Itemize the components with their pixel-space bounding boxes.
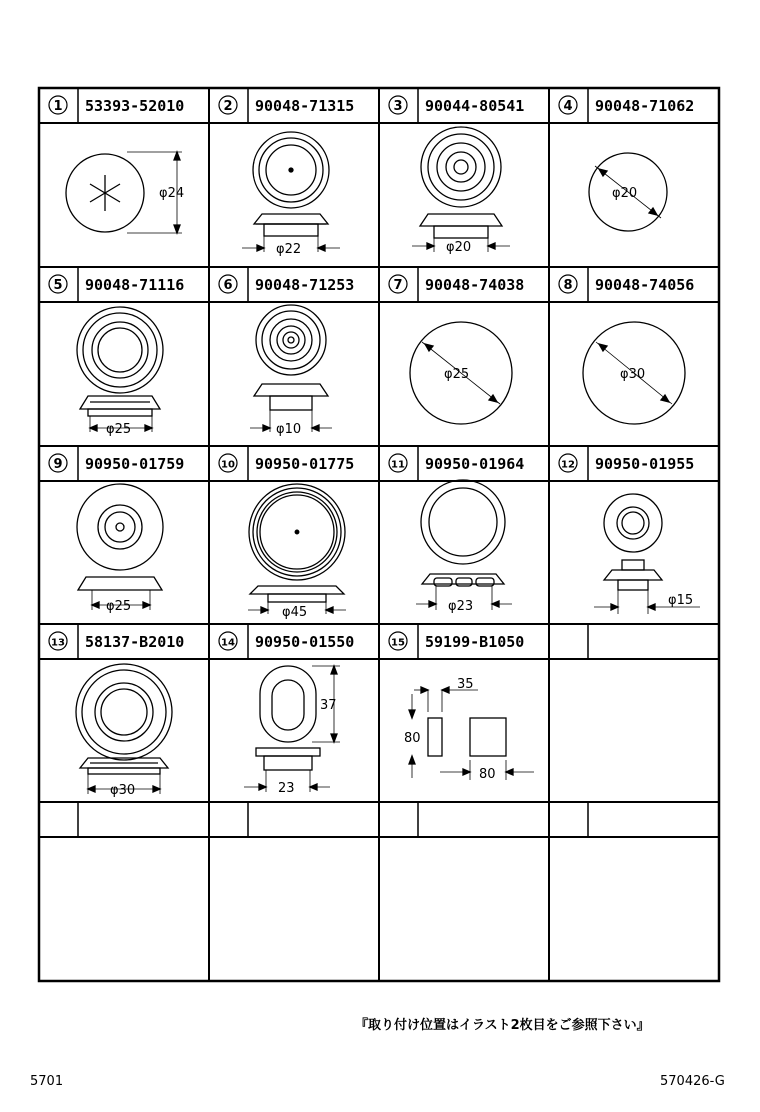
drawing-8	[583, 322, 685, 424]
item-number: 6	[223, 278, 233, 293]
drawing-13	[76, 664, 172, 798]
dimension-label: φ20	[612, 186, 638, 201]
drawing-12	[594, 494, 700, 614]
drawing-1	[66, 152, 184, 233]
dimension-label: φ15	[668, 593, 694, 608]
item-number: 10	[221, 459, 235, 471]
part-number: 90950-01550	[255, 633, 355, 651]
item-number: 3	[393, 99, 403, 114]
item-number: 14	[221, 637, 235, 649]
part-number: 90044-80541	[425, 97, 525, 115]
dimension-label: 37	[320, 698, 337, 713]
item-number: 9	[53, 457, 63, 472]
part-number: 90048-71116	[85, 276, 185, 294]
part-number: 90950-01759	[85, 455, 185, 473]
drawing-14	[244, 666, 340, 796]
cell-15-header	[389, 632, 524, 651]
drawing-6	[250, 305, 332, 437]
item-number: 13	[51, 637, 65, 649]
dimension-label: φ20	[446, 240, 472, 255]
dimension-label: 35	[457, 677, 474, 692]
page-code-right: 570426-G	[660, 1074, 725, 1089]
item-number: 11	[391, 459, 405, 471]
drawing-15	[404, 677, 534, 782]
cell-7-header	[389, 275, 524, 294]
dimension-label: φ30	[110, 783, 136, 798]
part-number: 90048-74056	[595, 276, 695, 294]
item-number: 1	[53, 99, 63, 114]
cell-9-header	[49, 454, 184, 473]
item-number: 12	[561, 459, 575, 471]
item-number: 7	[393, 278, 403, 293]
part-number: 90950-01955	[595, 455, 695, 473]
dimension-label: 80	[479, 767, 496, 782]
cell-13-header	[49, 632, 184, 651]
cell-11-header	[389, 454, 524, 473]
cell-8-header	[559, 275, 694, 294]
drawing-4	[589, 153, 667, 231]
dimension-label: φ25	[106, 599, 132, 614]
drawing-5	[77, 307, 163, 437]
dimension-label: φ22	[276, 242, 302, 257]
dimension-label: φ30	[620, 367, 646, 382]
cell-4-header	[559, 96, 694, 115]
drawing-3	[412, 127, 510, 255]
cell-headers	[49, 96, 694, 651]
cell-10-header	[219, 454, 354, 473]
dimension-label: φ10	[276, 422, 302, 437]
cell-5-header	[49, 275, 184, 294]
part-number: 90048-71062	[595, 97, 695, 115]
part-number: 58137-B2010	[85, 633, 185, 651]
cell-3-header	[389, 96, 524, 115]
part-number: 53393-52010	[85, 97, 185, 115]
part-number: 90950-01964	[425, 455, 525, 473]
part-number: 59199-B1050	[425, 633, 525, 651]
item-number: 2	[223, 99, 233, 114]
dimension-label: φ25	[444, 367, 470, 382]
dimension-label: φ23	[448, 599, 474, 614]
dimension-label: φ45	[282, 605, 308, 620]
dimension-label: 23	[278, 781, 295, 796]
page-code-left: 5701	[30, 1074, 64, 1089]
cell-6-header	[219, 275, 354, 294]
part-number: 90048-74038	[425, 276, 525, 294]
cell-14-header	[219, 632, 354, 651]
cell-2-header	[219, 96, 354, 115]
installation-note: 『取り付け位置はイラスト2枚目をご参照下さい』	[355, 1018, 650, 1033]
drawing-7	[410, 322, 512, 424]
cell-12-header	[559, 454, 694, 473]
part-number: 90048-71253	[255, 276, 355, 294]
item-number: 5	[53, 278, 63, 293]
drawing-11	[416, 480, 512, 614]
part-number: 90950-01775	[255, 455, 355, 473]
cell-1-header	[49, 96, 184, 115]
dimension-label: 80	[404, 731, 421, 746]
part-number: 90048-71315	[255, 97, 355, 115]
drawing-9	[77, 484, 163, 614]
dimension-label: φ25	[106, 422, 132, 437]
item-number: 15	[391, 637, 405, 649]
item-number: 4	[563, 99, 573, 114]
dimension-label: φ24	[159, 186, 185, 201]
drawing-10	[248, 484, 346, 620]
drawing-2	[242, 132, 340, 257]
item-number: 8	[563, 278, 573, 293]
